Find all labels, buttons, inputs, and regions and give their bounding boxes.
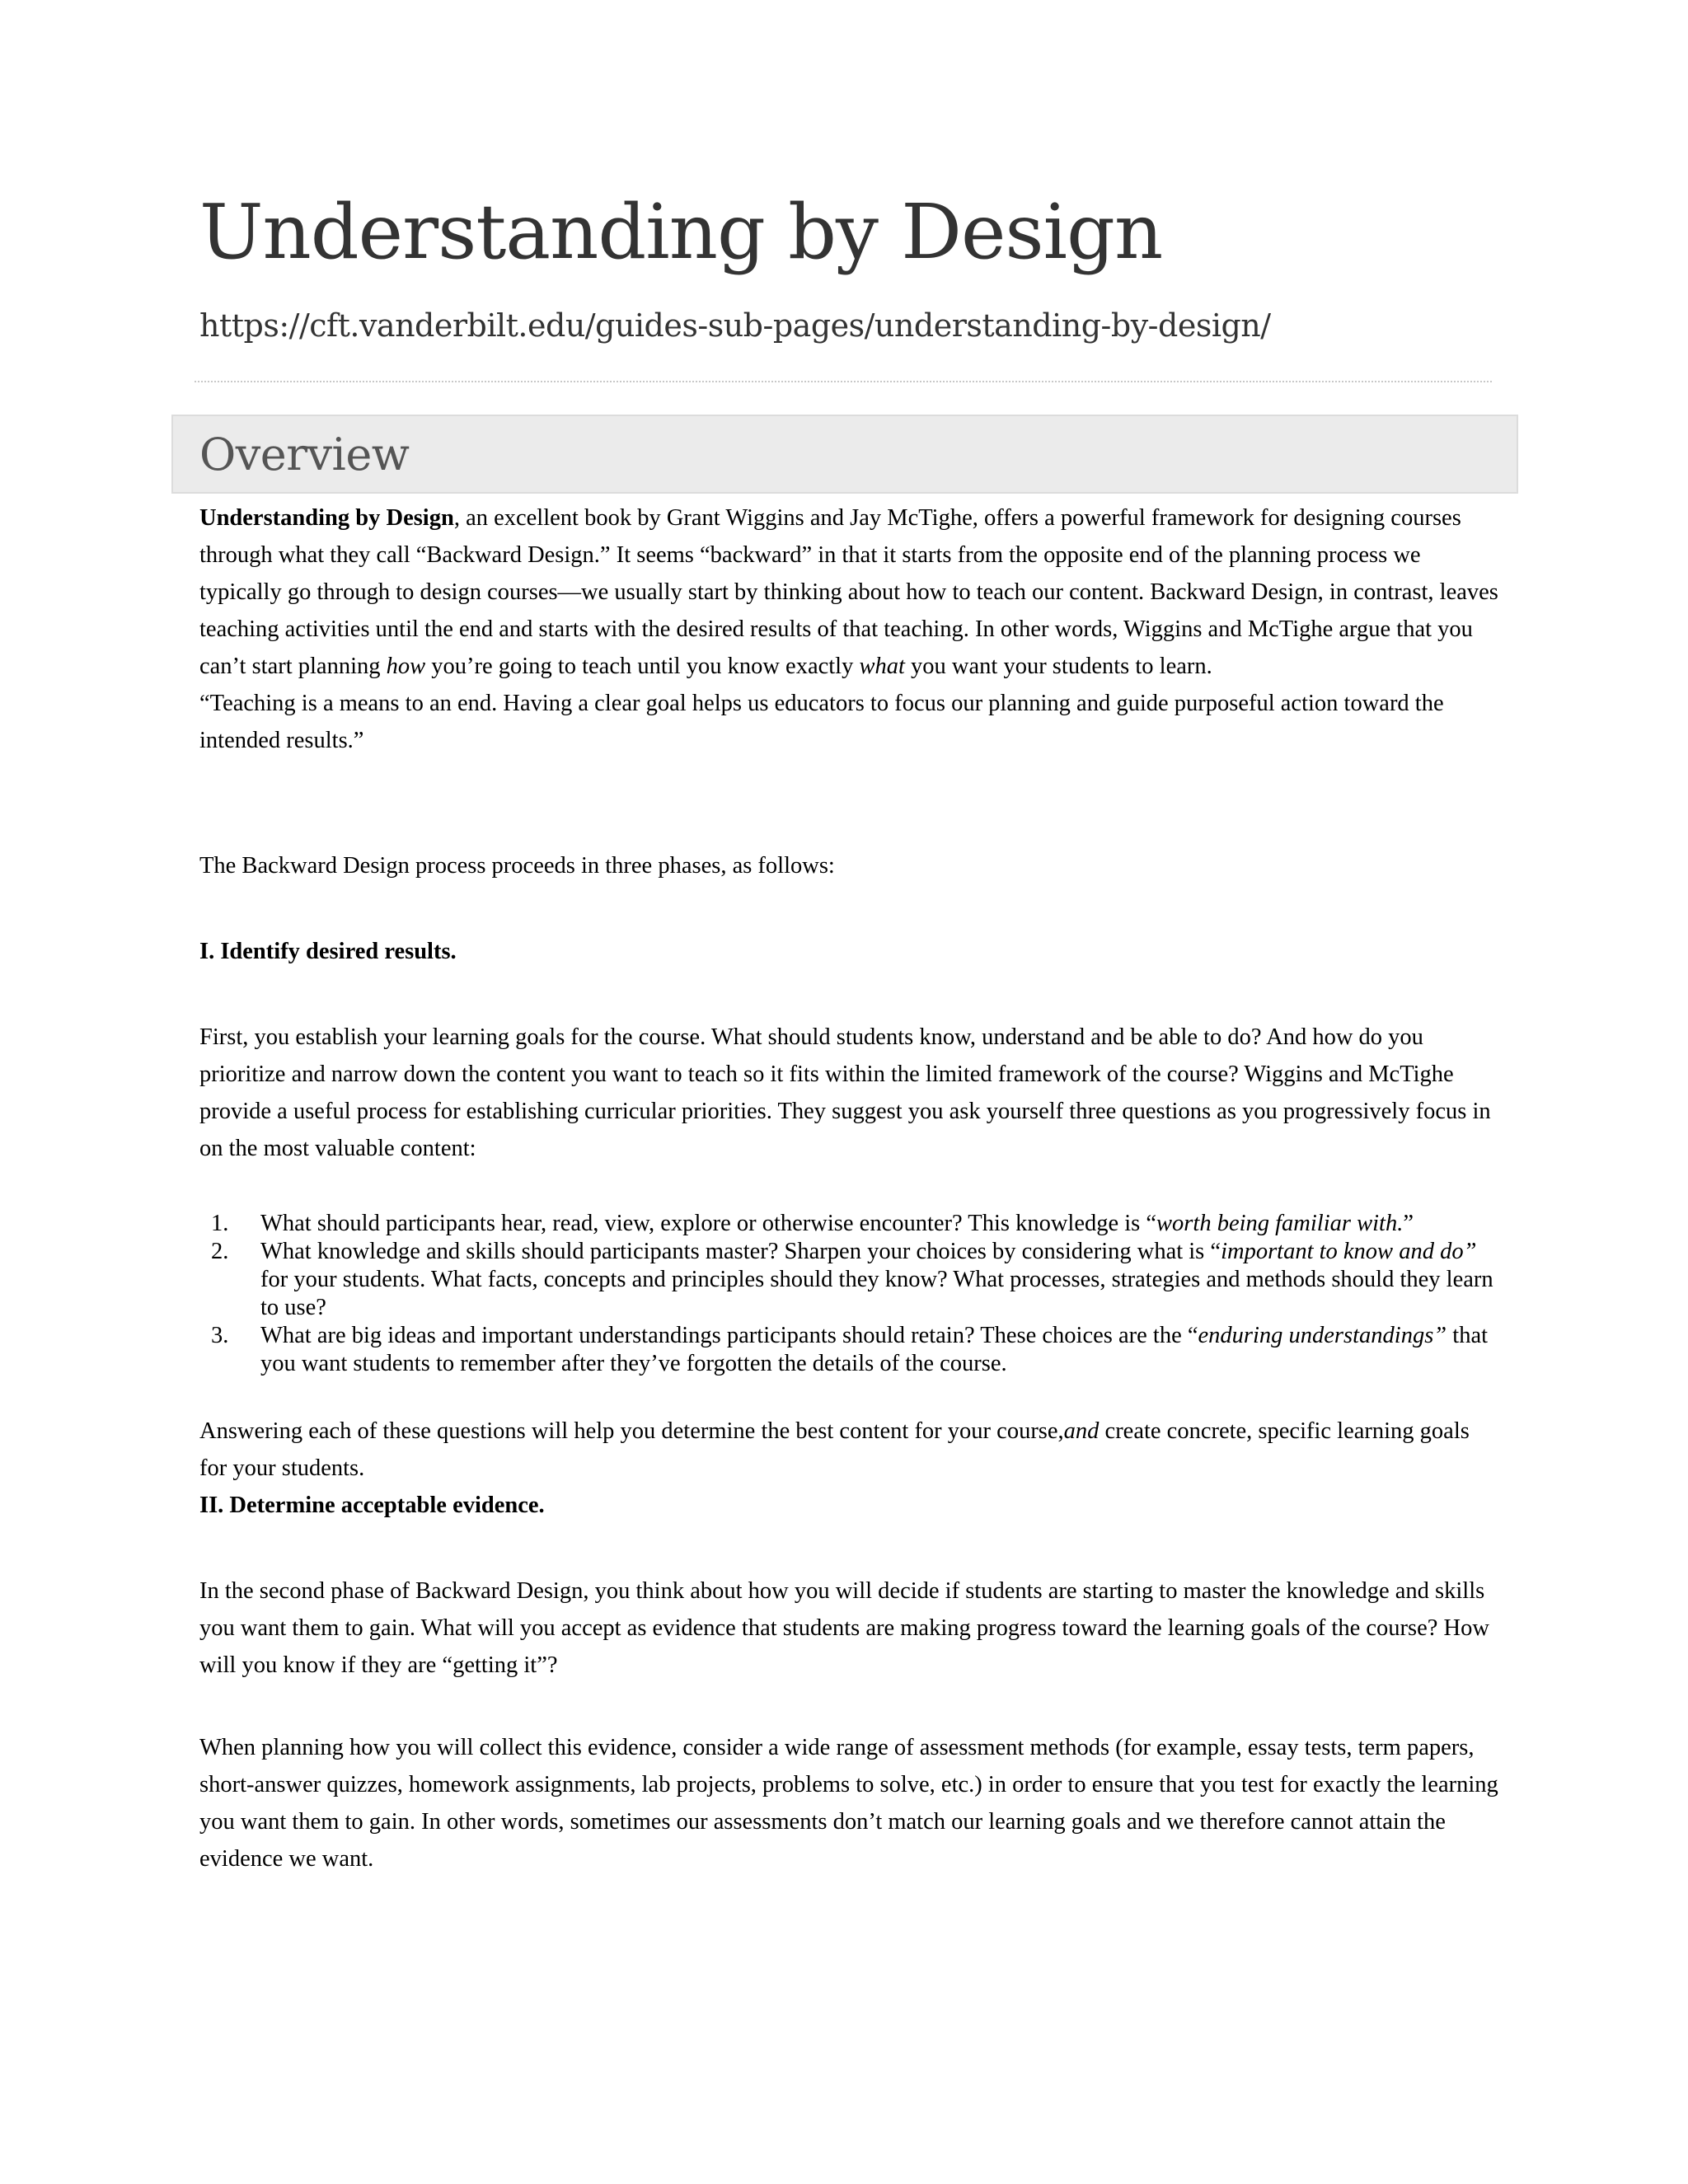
intro-what: what xyxy=(859,654,905,679)
list-item-number: 2. xyxy=(211,1239,229,1264)
overview-body xyxy=(199,499,1502,759)
closing-text-2: create concrete, specific learning goals for your students. xyxy=(199,1418,1470,1481)
intro-book-title: Understanding by Design xyxy=(199,505,454,531)
list-item-text-end: for your students. What facts, concepts and principles should they know? What processes, strategies and methods should they learn to use? xyxy=(260,1267,1493,1320)
phase1-heading: I. Identify desired results. xyxy=(199,939,457,964)
list-item-text-end: that you want students to remember after they’ve forgotten the details of the course. xyxy=(260,1323,1489,1376)
overview-heading: Overview xyxy=(199,429,410,480)
phase2-paragraph-2: When planning how you will collect this evidence, consider a wide range of assessment methods (for example, essay tests, term papers, short-answer quizzes, homework assignments, lab projects, problems to solve, etc.) in order to ensure that you test for exactly the learning you want them to gain. In other words, sometimes our assessments don’t match our learning goals and we therefore cannot attain the evidence we want. xyxy=(199,1735,1498,1872)
phase1-closing xyxy=(199,1413,1502,1487)
source-url: https://cft.vanderbilt.edu/guides-sub-pages/understanding-by-design/ xyxy=(199,307,1271,344)
list-item xyxy=(199,1210,1502,1238)
closing-text-1: Answering each of these questions will help you determine the best content for your course, xyxy=(199,1418,1064,1444)
list-item-number: 1. xyxy=(211,1211,229,1236)
list-item-emphasis: worth being familiar with. xyxy=(1156,1211,1404,1236)
list-item-text: What knowledge and skills should participants master? Sharpen your choices by considering what is “ xyxy=(260,1239,1221,1264)
divider xyxy=(195,381,1492,382)
phases-intro: The Backward Design process proceeds in three phases, as follows: xyxy=(199,853,835,879)
list-item-text: What should participants hear, read, view, explore or otherwise encounter? This knowledge is “ xyxy=(260,1211,1157,1236)
intro-paragraph xyxy=(199,499,1502,685)
phase2-paragraph-1: In the second phase of Backward Design, you think about how you will decide if students are starting to master the knowledge and skills you want them to gain. What will you accept as evidence that students are making progress toward the learning goals of the course? How will you know if they are “getting it”? xyxy=(199,1578,1489,1678)
list-item-number: 3. xyxy=(211,1323,229,1348)
list-item-text: What are big ideas and important understandings participants should retain? These choices are the “ xyxy=(260,1323,1198,1348)
intro-text-3: you want your students to learn. xyxy=(904,654,1212,679)
quote-paragraph: “Teaching is a means to an end. Having a clear goal helps us educators to focus our planning and guide purposeful action toward the intended results.” xyxy=(199,691,1444,753)
list-item-emphasis: important to know and do” xyxy=(1221,1239,1477,1264)
intro-text-1: , an excellent book by Grant Wiggins and Jay McTighe, offers a powerful framework for designing courses through what they call “Backward Design.” It seems “backward” in that it starts from the opposite end of the planning process we typically go through to design courses—we usually start by thinking about how to teach our content. Backward Design, in contrast, leaves teaching activities until the end and starts with the desired results of that teaching. In other words, Wiggins and McTighe argue that you can’t start planning xyxy=(199,505,1498,679)
intro-text-2: you’re going to teach until you know exactly xyxy=(425,654,860,679)
closing-emphasis: and xyxy=(1063,1418,1100,1444)
list-item-text-end: ” xyxy=(1403,1211,1414,1236)
priority-questions-list xyxy=(199,1210,1502,1378)
page-title: Understanding by Design xyxy=(199,188,1163,276)
intro-how: how xyxy=(386,654,426,679)
list-item xyxy=(199,1238,1502,1322)
list-item xyxy=(199,1322,1502,1378)
phase1-paragraph: First, you establish your learning goals for the course. What should students know, understand and be able to do? And how do you prioritize and narrow down the content you want to teach so it fits within the limited framework of the course? Wiggins and McTighe provide a useful process for establishing curricular priorities. They suggest you ask yourself three questions as you progressively focus in on the most valuable content: xyxy=(199,1024,1491,1161)
phase2-heading: II. Determine acceptable evidence. xyxy=(199,1493,545,1518)
overview-header-box xyxy=(171,415,1518,494)
list-item-emphasis: enduring understandings” xyxy=(1198,1323,1447,1348)
